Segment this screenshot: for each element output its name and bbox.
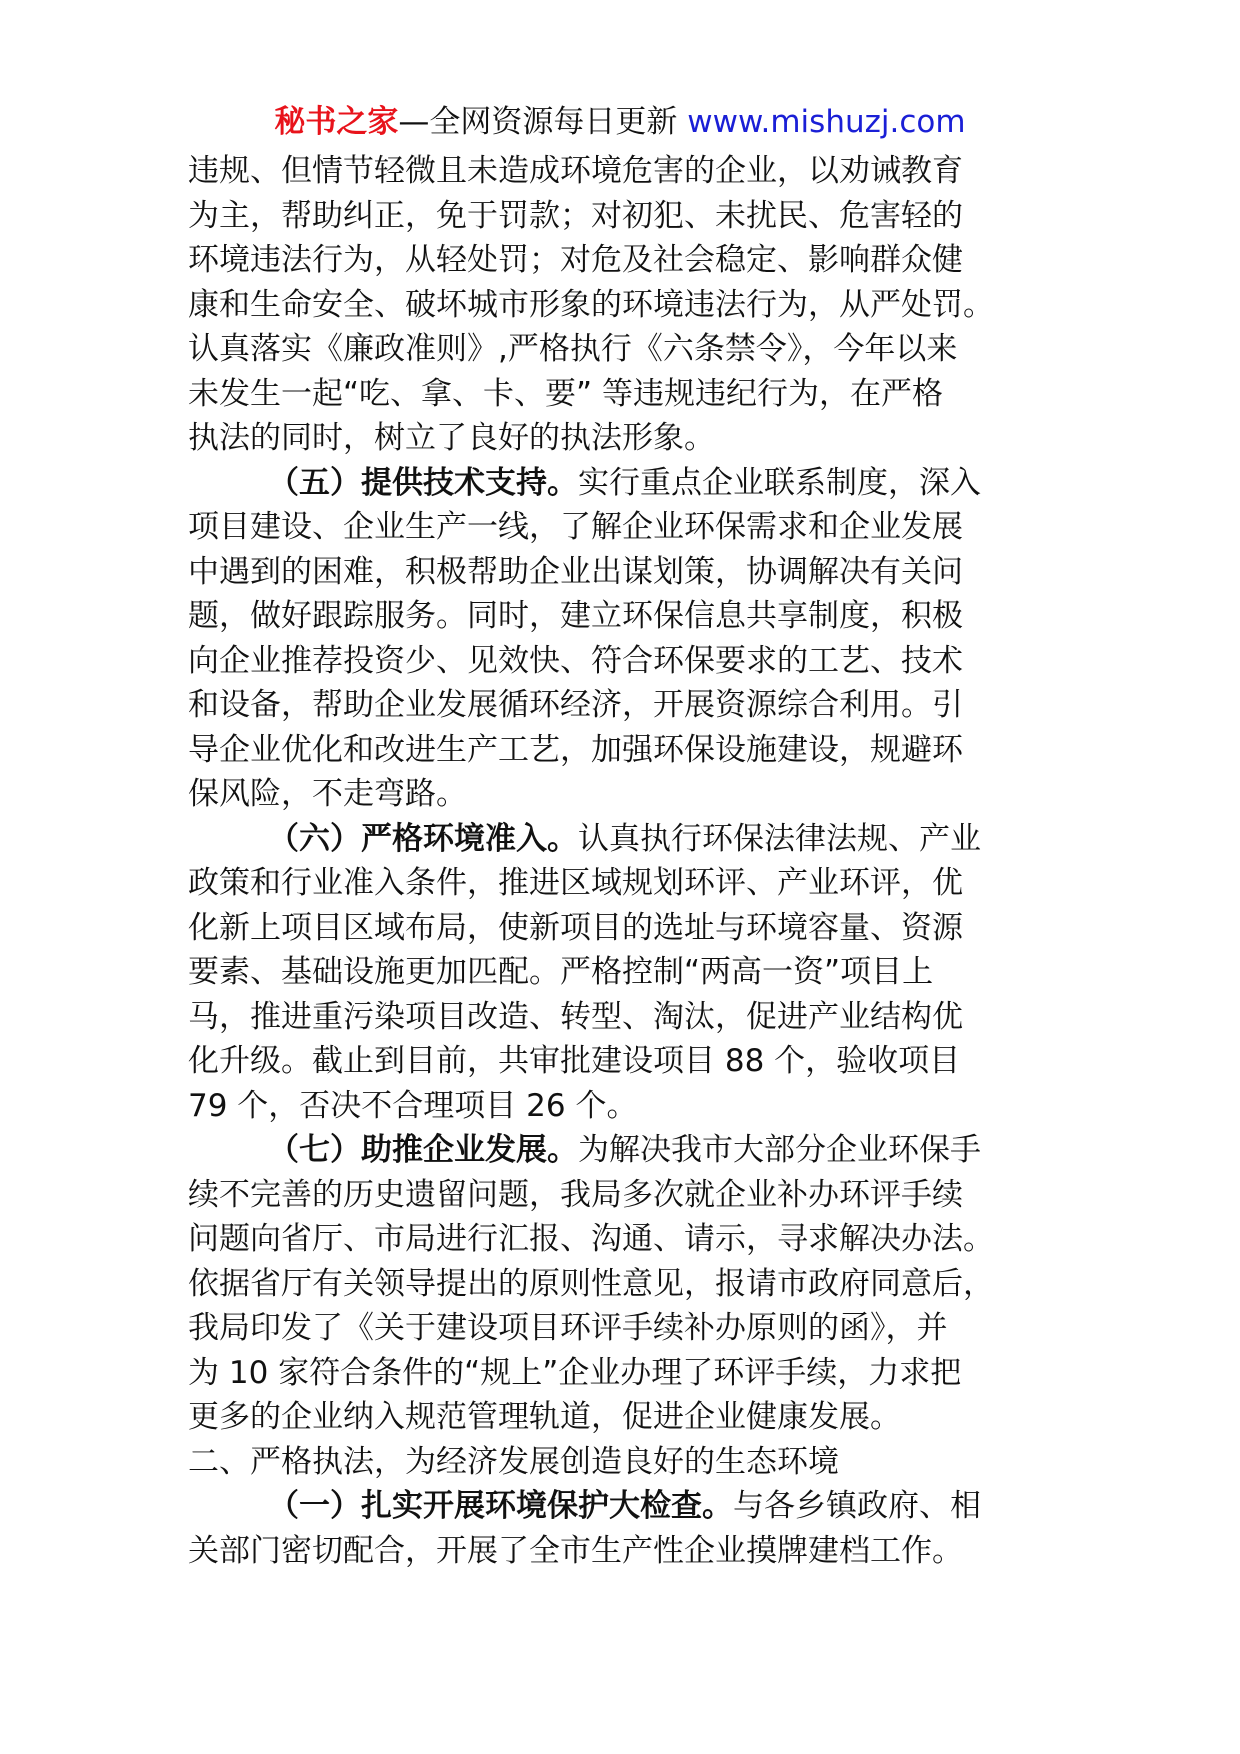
text-line: 和设备，帮助企业发展循环经济，开展资源综合利用。引 xyxy=(188,687,963,723)
text-line: 我局印发了《关于建设项目环评手续补办原则的函》，并 xyxy=(188,1310,948,1346)
text-line: 政策和行业准入条件，推进区域规划环评、产业环评，优 xyxy=(188,865,963,901)
header-slogan: —全网资源每日更新 xyxy=(398,104,688,140)
text-line: 问题向省厅、市局进行汇报、沟通、请示，寻求解决办法。 xyxy=(188,1221,994,1257)
text-line: 题，做好跟踪服务。同时，建立环保信息共享制度，积极 xyxy=(188,598,963,634)
text-line: 中遇到的困难，积极帮助企业出谋划策，协调解决有关问 xyxy=(188,553,963,590)
text-line: 违规、但情节轻微且未造成环境危害的企业，以劝诫教育 xyxy=(188,153,963,189)
text-line: 为主，帮助纠正，免于罚款；对初犯、未扰民、危害轻的 xyxy=(188,197,963,234)
text-line: 未发生一起“吃、拿、卡、要” 等违规违纪行为，在严格 xyxy=(188,375,943,412)
section-title: 二、严格执法，为经济发展创造良好的生态环境 xyxy=(188,1443,839,1480)
paragraph-first-line xyxy=(188,817,1068,862)
section-heading: （六）严格环境准入。 xyxy=(268,820,578,857)
paragraph-first-line xyxy=(188,461,1068,506)
text-line: 保风险，不走弯路。 xyxy=(188,776,467,812)
text-line: 更多的企业纳入规范管理轨道，促进企业健康发展。 xyxy=(188,1399,901,1435)
section-heading: （一）扎实开展环境保护大检查。 xyxy=(268,1488,733,1524)
text-segment: 实行重点企业联系制度，深入 xyxy=(578,464,981,501)
text-line: 依据省厅有关领导提出的原则性意见，报请市政府同意后， xyxy=(188,1265,994,1302)
text-line: 导企业优化和改进生产工艺，加强环保设施建设，规避环 xyxy=(188,731,963,768)
text-line: 续不完善的历史遗留问题，我局多次就企业补办环评手续 xyxy=(188,1176,963,1213)
text-line: 79 个，否决不合理项目 26 个。 xyxy=(188,1087,638,1124)
text-segment: 为解决我市大部分企业环保手 xyxy=(578,1132,981,1168)
text-line: 认真落实《廉政准则》,严格执行《六条禁令》，今年以来 xyxy=(188,331,958,367)
text-line: 马，推进重污染项目改造、转型、淘汰，促进产业结构优 xyxy=(188,998,963,1035)
paragraph-first-line xyxy=(188,1128,1068,1173)
section-heading: （七）助推企业发展。 xyxy=(268,1132,578,1168)
text-segment: 认真执行环保法律法规、产业 xyxy=(578,820,981,857)
text-line: 化新上项目区域布局，使新项目的选址与环境容量、资源 xyxy=(188,909,963,946)
text-line: 为 10 家符合条件的“规上”企业办理了环评手续，力求把 xyxy=(188,1354,962,1391)
text-line: 化升级。截止到目前，共审批建设项目 88 个，验收项目 xyxy=(188,1043,961,1079)
section-heading: （五）提供技术支持。 xyxy=(268,464,578,501)
text-segment: 与各乡镇政府、相 xyxy=(733,1488,981,1524)
header-url-link[interactable]: www.mishuzj.com xyxy=(687,104,966,140)
text-line: 项目建设、企业生产一线，了解企业环保需求和企业发展 xyxy=(188,509,963,545)
document-body xyxy=(188,149,1068,1573)
page-header xyxy=(0,100,1240,144)
text-line: 关部门密切配合，开展了全市生产性企业摸牌建档工作。 xyxy=(188,1532,963,1569)
text-line: 环境违法行为，从轻处罚；对危及社会稳定、影响群众健 xyxy=(188,242,963,278)
text-line: 向企业推荐投资少、见效快、符合环保要求的工艺、技术 xyxy=(188,642,963,679)
text-line: 执法的同时，树立了良好的执法形象。 xyxy=(188,420,715,456)
text-line: 要素、基础设施更加匹配。严格控制“两高一资”项目上 xyxy=(188,954,934,990)
text-line: 康和生命安全、破坏城市形象的环境违法行为，从严处罚。 xyxy=(188,286,994,323)
paragraph-first-line xyxy=(188,1484,1068,1529)
header-brand: 秘书之家 xyxy=(274,104,399,140)
